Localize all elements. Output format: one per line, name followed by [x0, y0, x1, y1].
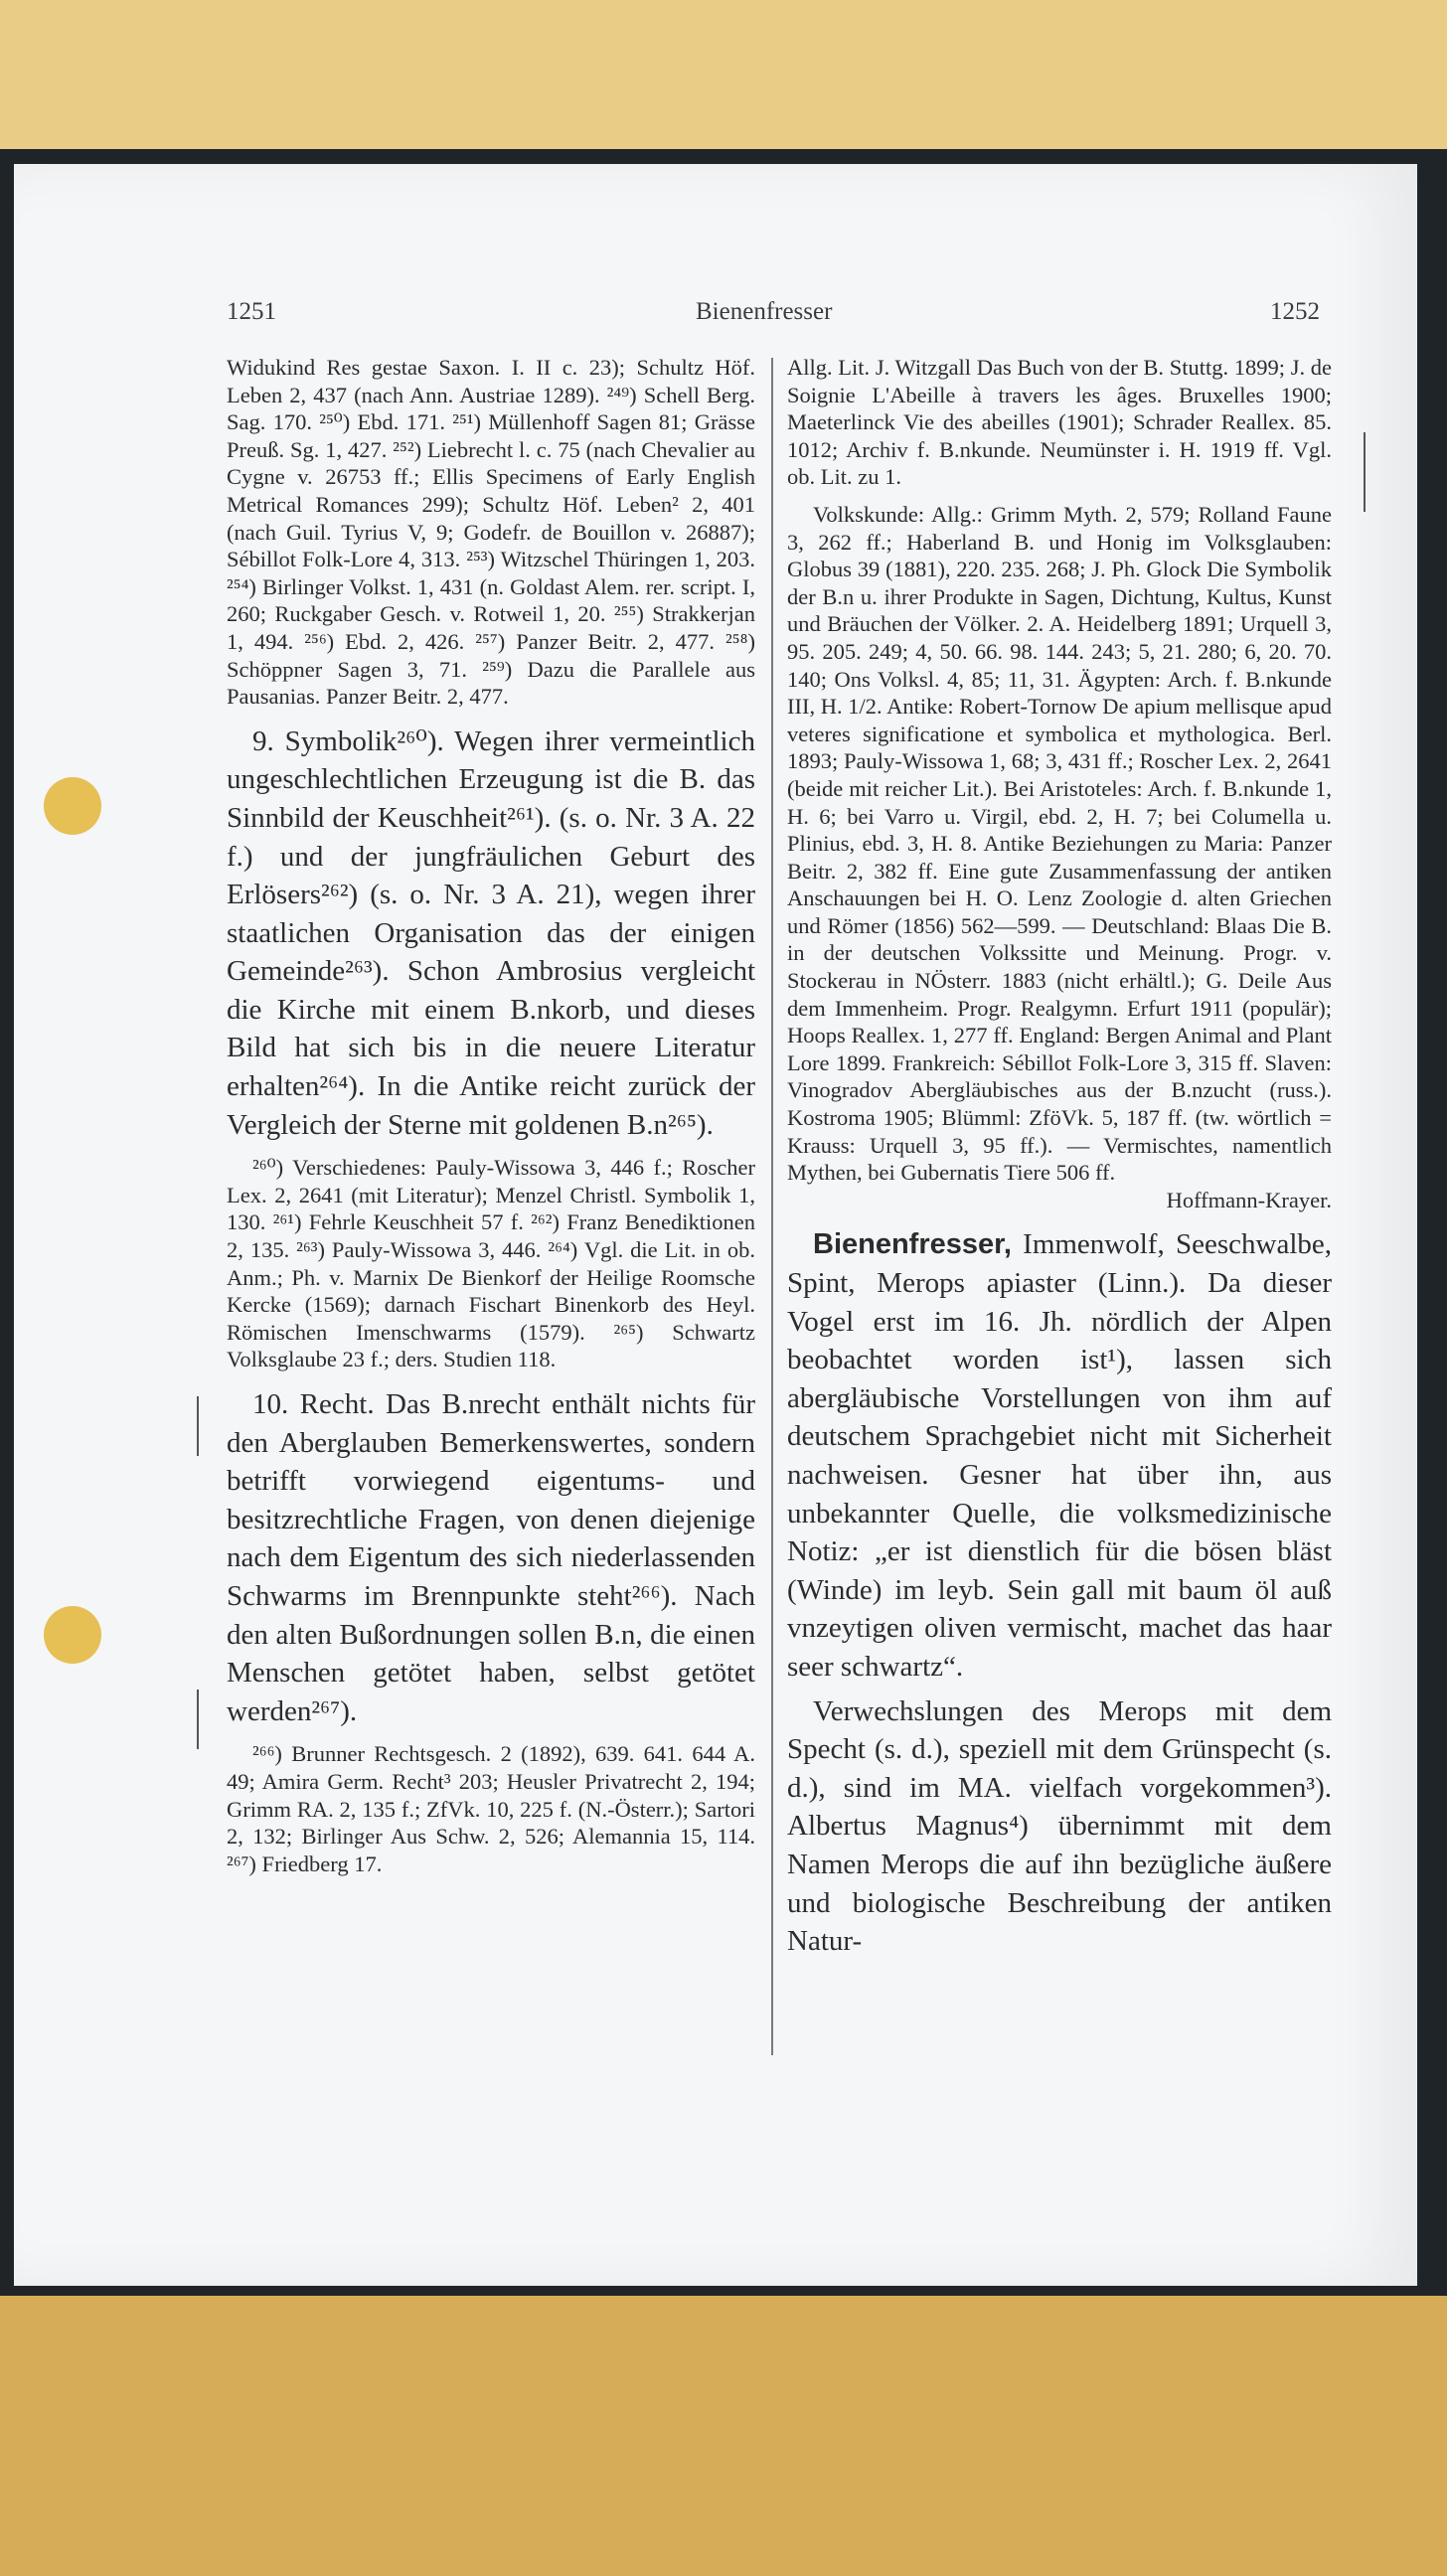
header-title: Bienenfresser: [696, 298, 833, 325]
punch-hole-bottom: [44, 1606, 101, 1664]
section-10-recht: 10. Recht. Das B.nrecht enthält nichts für den Aberglauben Bemerkenswertes, sondern betrifft vorwiegend eigentums- und besitzrechtliche Fragen, von denen diejenige nach dem Eigentum des sich niederlassenden Schwarms im Brennpunkte steht²⁶⁶). Nach den alten Bußordnungen sollen B.n, die einen Menschen getötet haben, selbst getötet werden²⁶⁷).: [227, 1388, 755, 1727]
footnotes-section-9: ²⁶⁰) Verschiedenes: Pauly-Wissowa 3, 446 f.; Roscher Lex. 2, 2641 (mit Literatur); Menzel Christl. Symbolik 1, 130. ²⁶¹) Fehrle Keuschheit 57 f. ²⁶²) Franz Benediktionen 2, 135. ²⁶³) Pauly-Wissowa 3, 446. ²⁶⁴) Vgl. die Lit. in ob. Anm.; Ph. v. Marnix De Bienkorf der Heilige Roomsche Kercke (1569); darnach Fischart Binenkorb des Heyl. Römischen Imenschwarms (1579). ²⁶⁵) Schwartz Volksglaube 23 f.; ders. Studien 118.: [227, 1155, 755, 1372]
entry-paragraph-2: Verwechslungen des Merops mit dem Specht (s. d.), speziell mit dem Grünspecht (s. d.), sind im MA. vielfach vorgekommen³). Albertus Magnus⁴) übernimmt mit dem Namen Merops die auf ihn bezügliche äußere und biologische Beschreibung der antiken Natur-: [787, 1694, 1332, 1958]
punch-hole-top: [44, 777, 101, 835]
margin-pencil-mark: [197, 1396, 199, 1456]
footnotes-section-10: ²⁶⁶) Brunner Rechtsgesch. 2 (1892), 639. 641. 644 A. 49; Amira Germ. Recht³ 203; Heusler Privatrecht 2, 194; Grimm RA. 2, 135 f.; ZfVk. 10, 225 f. (N.-Österr.); Sartori 2, 132; Birlinger Aus Schw. 2, 526; Alemannia 15, 114. ²⁶⁷) Friedberg 17.: [227, 1741, 755, 1876]
page-number-left: 1251: [227, 298, 276, 325]
margin-pencil-mark: [1364, 432, 1366, 512]
column-rule: [771, 358, 773, 2055]
page-number-right: 1252: [1270, 298, 1320, 325]
literature-general: Allg. Lit. J. Witzgall Das Buch von der B. Stuttg. 1899; J. de Soignie L'Abeille à travers les âges. Bruxelles 1900; Maeterlinck Vie des abeilles (1901); Schrader Reallex. 85. 1012; Archiv f. B.nkunde. Neumünster i. H. 1919 ff. Vgl. ob. Lit. zu 1.: [787, 355, 1332, 490]
right-column: [787, 354, 1332, 1961]
section-9-symbolik: 9. Symbolik²⁶⁰). Wegen ihrer vermeintlich ungeschlechtlichen Erzeugung ist die B. das Sinnbild der Keuschheit²⁶¹). (s. o. Nr. 3 A. 22 f.) und der jungfräulichen Geburt des Erlösers²⁶²) (s. o. Nr. 3 A. 21), wegen ihrer staatlichen Organisation das der einigen Gemeinde²⁶³). Schon Ambrosius vergleicht die Kirche mit einem B.nkorb, und dieses Bild hat sich bis in die neuere Literatur erhalten²⁶⁴). In die Antike reicht zurück der Vergleich der Sterne mit goldenen B.n²⁶⁵).: [227, 724, 755, 1141]
literature-volkskunde: Volkskunde: Allg.: Grimm Myth. 2, 579; Rolland Faune 3, 262 ff.; Haberland B. und Honig im Volksglauben: Globus 39 (1881), 220. 235. 268; J. Ph. Glock Die Symbolik der B.n u. ihrer Produkte in Sagen, Dichtung, Kultus, Kunst und Bräuchen der Völker. 2. A. Heidelberg 1891; Urquell 3, 95. 205. 249; 4, 50. 66. 98. 144. 243; 5, 21. 280; 6, 20. 70. 140; Ons Volksl. 4, 85; 11, 31. Ägypten: Arch. f. B.nkunde III, H. 1/2. Antike: Robert-Tornow De apium mellisque apud veteres significatione et symbolica et mythologica. Berl. 1893; Pauly-Wissowa 1, 68; 3, 431 ff.; Roscher Lex. 2, 2641 (beide mit reicher Lit.). Bei Aristoteles: Arch. f. B.nkunde 1, H. 6; bei Varro u. Virgil, ebd. 2, H. 7; bei Columella u. Plinius, ebd. 3, H. 8. Antike Beziehungen zu Maria: Panzer Beitr. 2, 382 ff. Eine gute Zusammenfassung der antiken Anschauungen bei H. O. Lenz Zoologie d. alten Griechen und Römer (1856) 562—599. — Deutschland: Blaas Die B. in der deutschen Volkssitte und Meinung. Progr. v. Stockerau in NÖsterr. 1883 (nicht erhältl.); G. Deile Aus dem Immenheim. Progr. Realgymn. Erfurt 1911 (populär); Hoops Reallex. 1, 277 ff. England: Bergen Animal and Plant Lore 1899. Frankreich: Sébillot Folk-Lore 3, 315 ff. Slaven: Vinogradov Abergläubisches aus der B.nzucht (russ.). Kostroma 1905; Blümml: ZföVk. 5, 187 ff. (tw. wörtlich = Krauss: Urquell 3, 95 ff.). — Vermischtes, namentlich Mythen, bei Gubernatis Tiere 506 ff.: [787, 501, 1332, 1186]
entry-paragraph-1: Immenwolf, Seeschwalbe, Spint, Merops apiaster (Linn.). Da dieser Vogel erst im 16. Jh. nördlich der Alpen beobachtet worden ist¹), lassen sich abergläubische Vorstellungen von ihm auf deutschem Sprachgebiet nicht mit Sicherheit nachweisen. Gesner hat über ihn, aus unbekannter Quelle, die volksmedizinische Notiz: „er ist dienstlich für die bösen bläst (Winde) im leyb. Sein gall mit baum öl auß vnzeytigen oliven vermischt, machet das haar seer schwartz“.: [787, 1228, 1332, 1683]
footnotes-section-8: Widukind Res gestae Saxon. I. II c. 23); Schultz Höf. Leben 2, 437 (nach Ann. Austriae 1289). ²⁴⁹) Schell Berg. Sag. 170. ²⁵⁰) Ebd. 171. ²⁵¹) Müllenhoff Sagen 81; Grässe Preuß. Sg. 1, 427. ²⁵²) Liebrecht l. c. 75 (nach Chevalier au Cygne v. 26753 ff.; Ellis Specimens of Early English Metrical Romances 299); Schultz Höf. Leben² 2, 401 (nach Guil. Tyrius V, 9; Godefr. de Bouillon v. 26887); Sébillot Folk-Lore 4, 313. ²⁵³) Witzschel Thüringen 1, 203. ²⁵⁴) Birlinger Volkst. 1, 431 (n. Goldast Alem. rer. script. I, 260; Ruckgaber Gesch. v. Rotweil 1, 20. ²⁵⁵) Strakkerjan 1, 494. ²⁵⁶) Ebd. 2, 426. ²⁵⁷) Panzer Beitr. 2, 477. ²⁵⁸) Schöppner Sagen 3, 71. ²⁵⁹) Dazu die Parallele aus Pausanias. Panzer Beitr. 2, 477.: [227, 355, 755, 710]
entry-headword: Bienenfresser,: [813, 1228, 1012, 1261]
left-column: [227, 354, 755, 1877]
background-table: [0, 2296, 1447, 2576]
background-wall-top: [0, 0, 1447, 159]
margin-pencil-mark: [197, 1690, 199, 1749]
running-header: [0, 298, 1447, 338]
article-author: Hoffmann-Krayer.: [1166, 1187, 1332, 1212]
entry-bienenfresser: [787, 1225, 1332, 1686]
